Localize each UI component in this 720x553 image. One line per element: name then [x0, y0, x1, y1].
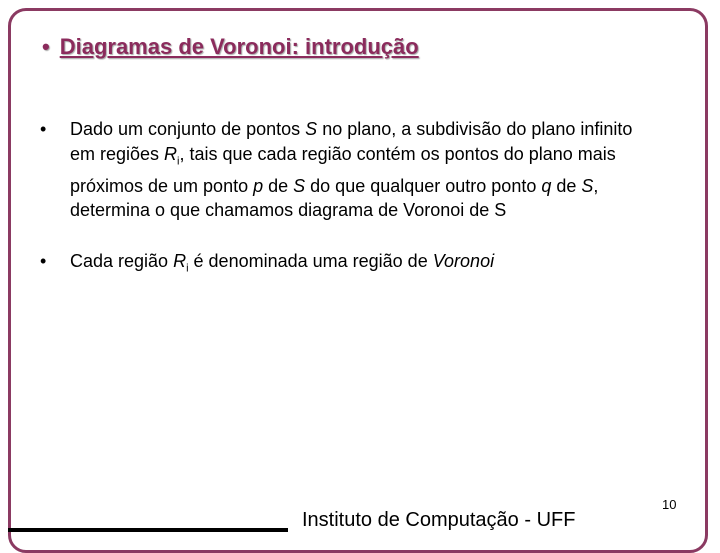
italic-term: R — [173, 250, 187, 271]
text-run: , tais que cada região contém os pontos do plano mais próximos de um ponto — [70, 143, 616, 196]
text-run: do que qualquer outro ponto — [305, 175, 542, 196]
italic-term: S — [293, 175, 306, 196]
body-list — [40, 117, 650, 307]
list-item — [40, 249, 650, 281]
subscript: i — [177, 155, 180, 168]
italic-term: R — [164, 143, 178, 164]
italic-term: q — [541, 175, 552, 196]
text-run: Cada região — [70, 250, 174, 271]
list-item-text — [70, 117, 650, 223]
italic-term: S — [305, 119, 318, 139]
italic-term: Voronoi — [432, 250, 495, 271]
slide-title: Diagramas de Voronoi: introdução — [59, 34, 419, 59]
text-run: , determina o que chamamos diagrama de Voronoi de S — [70, 175, 599, 221]
text-run: Dado um conjunto de pontos — [70, 119, 306, 139]
slide-title-row — [42, 34, 419, 60]
text-run: de — [263, 175, 294, 196]
italic-term: p — [253, 175, 264, 196]
text-run: no plano, a subdivisão do plano infinito em regiões — [70, 119, 633, 164]
text-run: é denominada uma região de — [188, 250, 433, 271]
italic-term: S — [581, 175, 594, 196]
list-item — [40, 117, 650, 223]
list-bullet: • — [40, 119, 47, 139]
list-item-text — [70, 249, 650, 281]
title-bullet: • — [42, 34, 50, 59]
text-run: de — [551, 175, 582, 196]
page-number: 10 — [662, 497, 677, 512]
list-bullet: • — [40, 250, 47, 271]
footer-institution: Instituto de Computação - UFF — [302, 509, 576, 531]
footer-rule — [8, 528, 288, 532]
subscript: i — [186, 262, 189, 275]
